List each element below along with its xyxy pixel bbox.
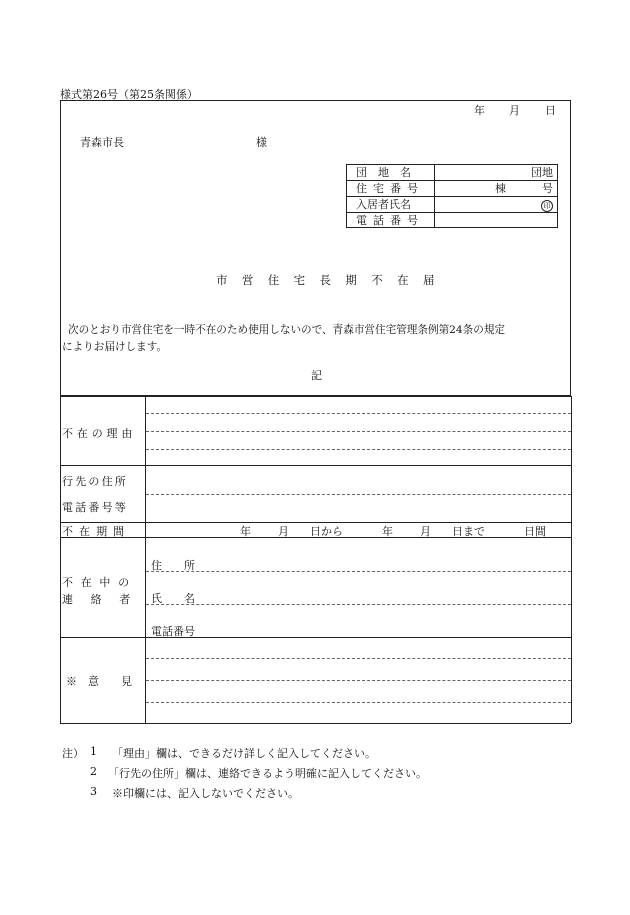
contact-name-label: 氏 名: [151, 592, 195, 605]
note-number: 3: [90, 785, 97, 798]
ki-mark: 記: [311, 369, 322, 382]
period-year-1[interactable]: 年: [240, 525, 251, 538]
room-unit: 号: [542, 182, 553, 195]
period-month-2[interactable]: 月: [420, 525, 431, 538]
date-day: 日: [545, 104, 556, 117]
note-number: 1: [90, 745, 97, 758]
period-days[interactable]: 日間: [524, 525, 546, 538]
note-text: 「行先の住所」欄は、連絡できるよう明確に記入してください。: [108, 767, 427, 780]
contact-label-2: 連絡者: [62, 593, 148, 606]
opinion-line[interactable]: [146, 680, 571, 681]
addressee-honorific: 様: [256, 136, 267, 149]
body-text-line-1: 次のとおり市営住宅を一時不在のため使用しないので、青森市営住宅管理条例第24条の規定: [68, 324, 506, 336]
period-year-2[interactable]: 年: [382, 525, 393, 538]
note-text: 「理由」欄は、できるだけ詳しく記入してください。: [112, 747, 376, 760]
table-line: [60, 723, 571, 724]
opinion-label: ※ 意 見: [66, 675, 132, 688]
page-title: 市営住宅長期不在届: [216, 273, 449, 287]
applicant-info-table: [346, 164, 558, 228]
info-label: 入居者氏名: [347, 197, 435, 212]
destination-label-2: 電話番号等: [62, 501, 128, 514]
contact-name-line[interactable]: [146, 604, 571, 605]
reason-label: 不在の理由: [62, 427, 137, 440]
table-line: [60, 465, 571, 466]
info-row-phone: [347, 213, 557, 229]
info-value-name[interactable]: [435, 197, 553, 212]
info-value-jutaku[interactable]: [435, 181, 553, 196]
seal-icon: 印: [541, 200, 553, 212]
contact-address-label: 住 所: [151, 559, 195, 572]
contact-phone-label: 電話番号: [151, 625, 195, 638]
info-row-danchi: [347, 165, 557, 181]
period-day-1[interactable]: 日から: [310, 525, 343, 538]
info-row-name: [347, 197, 557, 213]
date-month: 月: [509, 104, 520, 117]
contact-label-1: 不在中の: [62, 576, 137, 589]
reason-line[interactable]: [146, 413, 571, 414]
destination-label: 行先の住所: [62, 475, 128, 488]
info-value-danchi[interactable]: 団地: [531, 166, 553, 179]
note-number: 2: [90, 765, 97, 778]
note-text: ※印欄には、記入しないでください。: [112, 787, 299, 800]
info-label: 住宅番号: [347, 181, 435, 196]
body-text-line-2: によりお届けします。: [62, 341, 168, 353]
form-number: 様式第26号（第25条関係）: [60, 88, 198, 101]
notes-prefix: 注）: [62, 747, 84, 760]
table-line: [60, 396, 61, 723]
table-line: [571, 396, 572, 723]
info-row-jutaku: [347, 181, 557, 197]
destination-line[interactable]: [146, 494, 571, 495]
reason-line[interactable]: [146, 449, 571, 450]
building-unit: 棟: [495, 182, 506, 195]
opinion-line[interactable]: [146, 702, 571, 703]
opinion-line[interactable]: [146, 658, 571, 659]
date-year: 年: [474, 104, 485, 117]
table-line: [60, 396, 571, 397]
period-label: 不在期間: [62, 525, 131, 538]
contact-address-line[interactable]: [146, 571, 571, 572]
period-month-1[interactable]: 月: [278, 525, 289, 538]
info-label: 電話番号: [347, 213, 435, 228]
info-value-phone[interactable]: [435, 213, 553, 228]
addressee-mayor: 青森市長: [80, 136, 124, 149]
period-day-2[interactable]: 日まで: [452, 525, 485, 538]
info-label: 団 地 名: [347, 165, 435, 180]
reason-line[interactable]: [146, 431, 571, 432]
table-line: [60, 637, 571, 638]
